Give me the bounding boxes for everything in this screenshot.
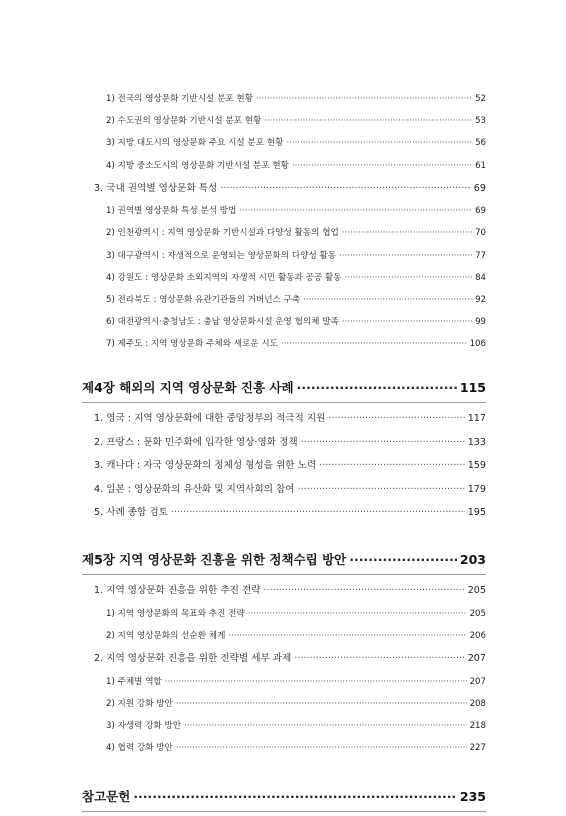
toc-section-entry[interactable]	[82, 501, 486, 524]
page-number: 52	[475, 94, 486, 104]
entry-title: 1. 영국 : 지역 영상문화에 대한 중앙정부의 적극적 지원	[94, 413, 326, 425]
entry-title: 4) 협력 강화 방안	[106, 743, 173, 754]
toc-subsection-entry[interactable]	[82, 311, 486, 333]
toc-subsection-entry[interactable]	[82, 671, 486, 693]
page-number: 227	[469, 743, 486, 754]
toc-section-entry[interactable]	[82, 647, 486, 670]
dot-leader	[228, 625, 466, 647]
entry-title: 1) 전국의 영상문화 기반시설 분포 현황	[106, 94, 254, 104]
entry-title: 2) 수도권의 영상문화 기반시설 분포 현황	[106, 116, 262, 127]
dot-leader	[298, 478, 465, 501]
entry-title: 2) 인천광역시 : 지역 영상문화 기반시설과 다양성 활동의 협업	[106, 228, 339, 239]
entry-title: 3. 국내 권역별 영상문화 특성	[94, 182, 218, 194]
dot-leader	[349, 546, 457, 574]
entry-title: 2) 지역 영상문화의 선순환 체계	[106, 630, 226, 641]
page-number: 84	[475, 272, 486, 283]
dot-leader	[294, 647, 464, 670]
entry-title: 3. 캐나다 : 자국 영상문화의 정체성 형성을 위한 노력	[94, 460, 317, 472]
dot-leader	[165, 671, 467, 693]
page-number: 77	[475, 250, 486, 261]
entry-title: 1) 지역 영상문화의 목표와 추진 전략	[106, 608, 245, 619]
chapter-title: 제4장 해외의 지역 영상문화 진흥 사례	[82, 380, 294, 396]
references-heading[interactable]	[82, 783, 486, 811]
dot-leader	[263, 579, 464, 602]
toc-subsection-entry[interactable]	[82, 88, 486, 110]
entry-title: 6) 대전광역시·충청남도 : 충남 영상문화시설 운영 협의체 발족	[106, 317, 339, 328]
entry-title: 4. 일본 : 영상문화의 유산화 및 지역사회의 참여	[94, 483, 295, 495]
dot-leader	[176, 737, 467, 759]
toc-section-entry[interactable]	[82, 454, 486, 477]
page-number: 115	[459, 380, 486, 396]
page-number: 207	[467, 653, 486, 665]
page-number: 56	[475, 138, 486, 149]
toc-subsection-entry[interactable]	[82, 693, 486, 715]
toc-section-entry[interactable]	[82, 579, 486, 602]
dot-leader	[281, 333, 467, 355]
page-number: 159	[467, 460, 486, 472]
entry-title: 1) 주체별 역할	[106, 676, 162, 687]
entry-title: 2. 지역 영상문화 진흥을 위한 전략별 세부 과제	[94, 653, 292, 665]
toc-subsection-entry[interactable]	[82, 289, 486, 311]
page-number: 195	[467, 507, 486, 519]
toc-section-entry[interactable]	[82, 177, 486, 200]
page-number: 206	[469, 630, 486, 641]
page-number: 61	[475, 160, 486, 171]
entry-title: 4) 지방 중소도시의 영상문화 기반시설 분포 현황	[106, 160, 289, 171]
toc-section-entry[interactable]	[82, 407, 486, 430]
dot-leader	[328, 407, 464, 430]
page-number: 205	[469, 608, 486, 619]
entry-title: 3) 대구광역시 : 자생적으로 운영되는 영상문화의 다양성 활동	[106, 250, 337, 261]
entry-title: 4) 강원도 : 영상문화 소외지역의 자생적 시민 활동과 공공 활동	[106, 272, 342, 283]
chapter5-heading[interactable]	[82, 546, 486, 574]
dot-leader	[319, 454, 465, 477]
page-number: 218	[469, 720, 486, 731]
dot-leader	[339, 245, 472, 267]
dot-leader	[133, 783, 457, 811]
page-number: 53	[475, 116, 486, 127]
toc-subsection-entry[interactable]	[82, 267, 486, 289]
page-number: 205	[467, 585, 486, 597]
references-heading-wrap	[82, 783, 486, 812]
entry-title: 2. 프랑스 : 문화 민주화에 입각한 영상·영화 정책	[94, 436, 298, 448]
toc-block-chapter4	[82, 407, 486, 524]
toc-block-chapter5	[82, 579, 486, 759]
toc-subsection-entry[interactable]	[82, 245, 486, 267]
page-number: 70	[475, 228, 486, 239]
dot-leader	[256, 88, 472, 110]
toc-block-chapter3-continued	[82, 88, 486, 355]
chapter-title: 제5장 지역 영상문화 진흥을 위한 정책수립 방안	[82, 552, 347, 568]
dot-leader	[248, 603, 467, 625]
toc-subsection-entry[interactable]	[82, 110, 486, 132]
entry-title: 3) 지방 대도시의 영상문화 주요 시설 분포 현황	[106, 138, 284, 149]
entry-title: 5. 사례 종합 검토	[94, 507, 168, 519]
chapter4-heading[interactable]	[82, 374, 486, 402]
entry-title: 1) 권역별 영상문화 특성 분석 방법	[106, 206, 237, 217]
page-number: 207	[469, 676, 486, 687]
page-number: 117	[467, 413, 486, 425]
dot-leader	[184, 715, 466, 737]
dot-leader	[342, 311, 472, 333]
table-of-contents	[82, 88, 486, 816]
page-number: 69	[473, 182, 486, 194]
entry-title: 1. 지역 영상문화 진흥을 위한 추진 전략	[94, 585, 261, 597]
dot-leader	[303, 289, 472, 311]
references-title: 참고문헌	[82, 789, 131, 805]
page-number: 133	[467, 436, 486, 448]
dot-leader	[239, 200, 472, 222]
toc-section-entry[interactable]	[82, 478, 486, 501]
chapter5-heading-wrap	[82, 546, 486, 575]
toc-subsection-entry[interactable]	[82, 132, 486, 154]
page-number: 179	[467, 483, 486, 495]
dot-leader	[171, 501, 465, 524]
entry-title: 5) 전라북도 : 영상문화 유관기관들의 거버넌스 구축	[106, 294, 301, 305]
toc-subsection-entry[interactable]	[82, 155, 486, 177]
dot-leader	[301, 431, 465, 454]
toc-subsection-entry[interactable]	[82, 715, 486, 737]
dot-leader	[345, 267, 473, 289]
entry-title: 7) 제주도 : 지역 영상문화 주체와 새로운 시도	[106, 339, 278, 350]
page-number: 92	[475, 294, 486, 305]
toc-subsection-entry[interactable]	[82, 222, 486, 244]
page-number: 235	[459, 789, 486, 805]
dot-leader	[176, 693, 467, 715]
entry-title: 2) 지원 강화 방안	[106, 698, 173, 709]
chapter4-heading-wrap	[82, 374, 486, 403]
dot-leader	[342, 222, 472, 244]
dot-leader	[297, 374, 457, 402]
page-number: 208	[469, 698, 486, 709]
page-number: 106	[469, 339, 486, 350]
page-number: 69	[475, 206, 486, 217]
dot-leader	[292, 155, 472, 177]
dot-leader	[220, 177, 470, 200]
dot-leader	[286, 132, 472, 154]
page-number: 99	[475, 317, 486, 328]
entry-title: 3) 자생력 강화 방안	[106, 720, 182, 731]
toc-subsection-entry[interactable]	[82, 200, 486, 222]
page-number: 203	[459, 552, 486, 568]
toc-subsection-entry[interactable]	[82, 333, 486, 355]
toc-subsection-entry[interactable]	[82, 625, 486, 647]
toc-subsection-entry[interactable]	[82, 737, 486, 759]
dot-leader	[264, 110, 472, 132]
toc-section-entry[interactable]	[82, 431, 486, 454]
toc-subsection-entry[interactable]	[82, 603, 486, 625]
